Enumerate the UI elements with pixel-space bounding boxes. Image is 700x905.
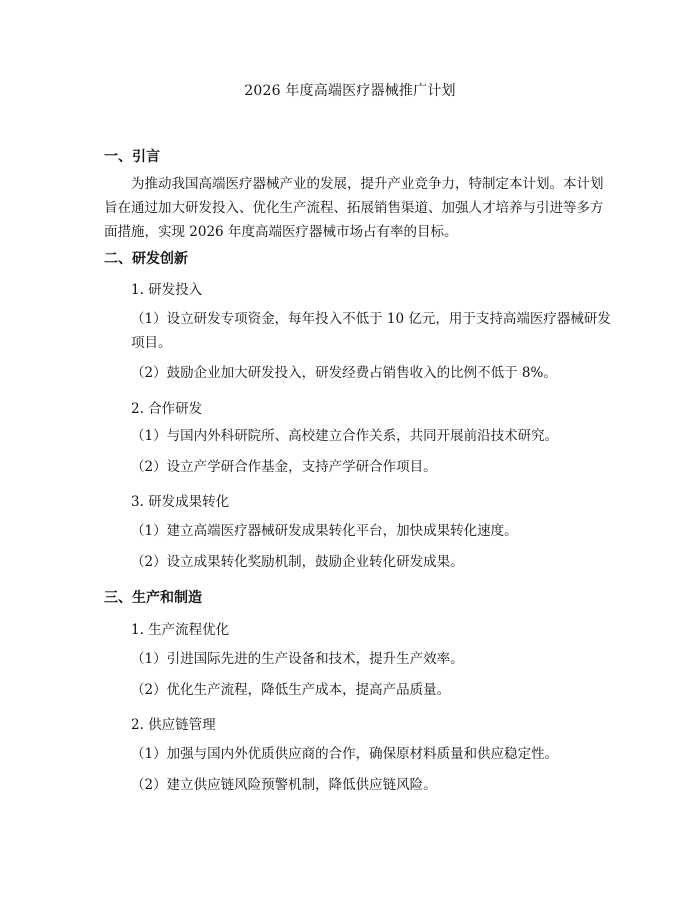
list-item: （1）建立高端医疗器械研发成果转化平台，加快成果转化速度。 xyxy=(131,523,518,539)
list-item: （1）与国内外科研院所、高校建立合作关系，共同开展前沿技术研究。 xyxy=(131,428,559,444)
list-item: （1）引进国际先进的生产设备和技术，提升生产效率。 xyxy=(131,651,464,667)
list-item: （2）建立供应链风险预警机制，降低供应链风险。 xyxy=(131,777,437,793)
section-heading-production: 三、生产和制造 xyxy=(104,590,202,606)
document-title: 2026 年度高端医疗器械推广计划 xyxy=(244,83,456,99)
section-heading-introduction: 一、引言 xyxy=(104,149,160,165)
list-item: （2）优化生产流程，降低生产成本，提高产品质量。 xyxy=(131,682,451,698)
section-heading-rnd: 二、研发创新 xyxy=(104,251,188,267)
list-item: （1）加强与国内外优质供应商的合作，确保原材料质量和供应稳定性。 xyxy=(131,746,559,762)
introduction-paragraph: 为推动我国高端医疗器械产业的发展，提升产业竞争力，特制定本计划。本计划旨在通过加大研发投入、优化生产流程、拓展销售渠道、加强人才培养与引进等多方面措施，实现 2026 年度高端医疗器械市场占有率的目标。 xyxy=(104,176,604,240)
subsection-heading-cooperative-rnd: 2. 合作研发 xyxy=(131,401,203,417)
list-item: （2）鼓励企业加大研发投入，研发经费占销售收入的比例不低于 8%。 xyxy=(131,365,557,381)
list-item: （2）设立产学研合作基金，支持产学研合作项目。 xyxy=(131,459,437,475)
list-item: （2）设立成果转化奖励机制，鼓励企业转化研发成果。 xyxy=(131,554,464,570)
subsection-heading-process-optimization: 1. 生产流程优化 xyxy=(131,622,230,638)
list-item: （1）设立研发专项资金，每年投入不低于 10 亿元，用于支持高端医疗器械研发项目。 xyxy=(131,311,611,351)
subsection-heading-rnd-investment: 1. 研发投入 xyxy=(131,282,203,298)
subsection-heading-rnd-transfer: 3. 研发成果转化 xyxy=(131,494,230,510)
subsection-heading-supply-chain: 2. 供应链管理 xyxy=(131,717,216,733)
